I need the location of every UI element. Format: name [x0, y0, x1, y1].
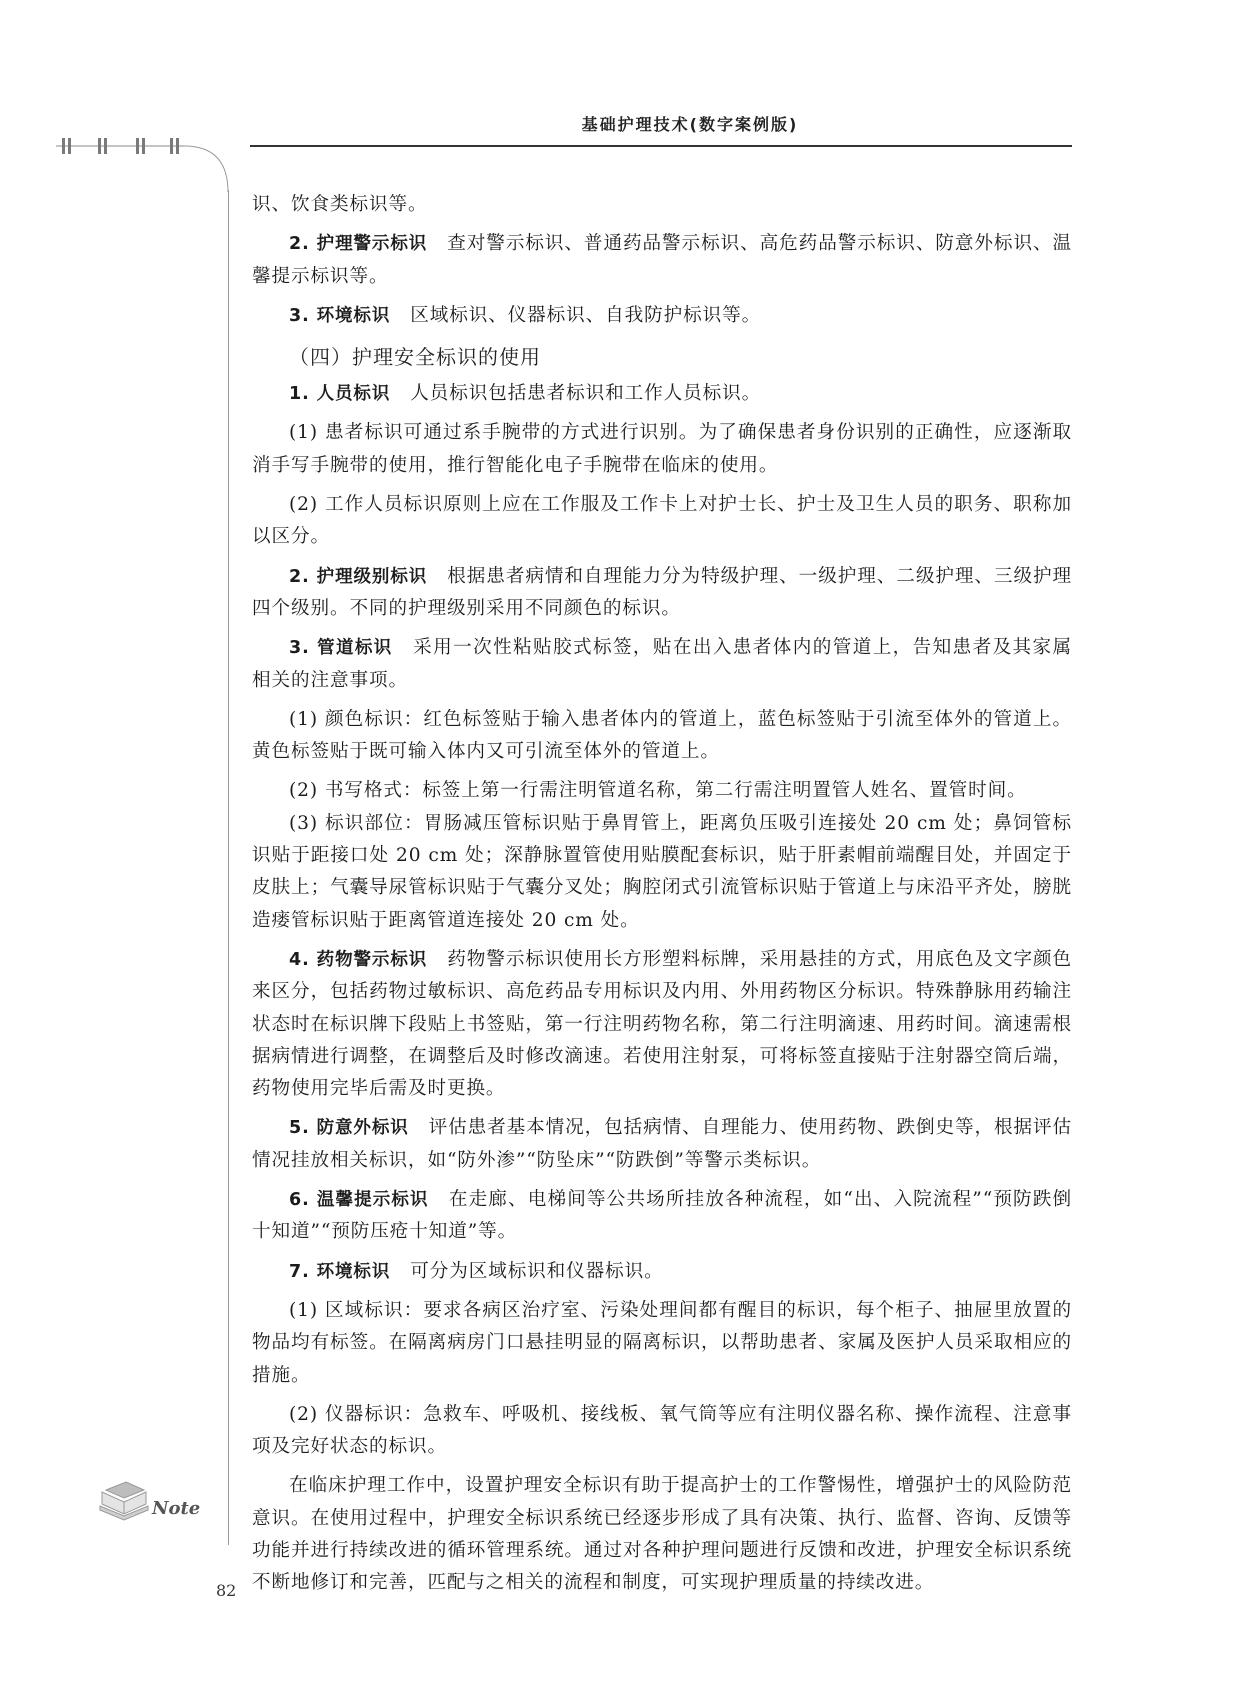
paragraph [252, 228, 1072, 293]
item-label: 5. 防意外标识 [289, 1118, 409, 1139]
item-label: 3. 管道标识 [289, 638, 393, 659]
item-label: 1. 人员标识 [289, 384, 391, 405]
paragraph [252, 300, 1072, 332]
paragraph [252, 808, 1072, 937]
paragraph-text: (1) 患者标识可通过系手腕带的方式进行识别。为了确保患者身份识别的正确性，应逐渐取消手写手腕带的使用，推行智能化电子手腕带在临床的使用。 [252, 422, 1072, 476]
paragraph [252, 632, 1072, 697]
paragraph-text: 人员标识包括患者标识和工作人员标识。 [410, 383, 762, 405]
paragraph [252, 1256, 1072, 1288]
paragraph [252, 1112, 1072, 1177]
paragraph [252, 775, 1072, 807]
section-heading: （四）护理安全标识的使用 [289, 345, 541, 370]
item-label: 4. 药物警示标识 [289, 949, 428, 970]
paragraph [252, 944, 1072, 1105]
item-label: 3. 环境标识 [289, 305, 391, 326]
paragraph-text: (2) 工作人员标识原则上应在工作服及工作卡上对护士长、护士及卫生人员的职务、职称加以区分。 [252, 494, 1072, 548]
note-label: Note [152, 1498, 201, 1519]
paragraph-text: 区域标识、仪器标识、自我防护标识等。 [410, 304, 762, 326]
paragraph [252, 489, 1072, 554]
paragraph-text: (1) 区域标识：要求各病区治疗室、污染处理间都有醒目的标识，每个柜子、抽屉里放置的物品均有标签。在隔离病房门口悬挂明显的隔离标识，以帮助患者、家属及医护人员采取相应的措施。 [252, 1299, 1072, 1386]
item-label: 6. 温馨提示标识 [289, 1190, 429, 1211]
paragraph [252, 1399, 1072, 1464]
paragraph [252, 417, 1072, 482]
paragraph-text: 药物警示标识使用长方形塑料标牌，采用悬挂的方式，用底色及文字颜色来区分，包括药物过敏标识、高危药品专用标识及内用、外用药物区分标识。特殊静脉用药输注状态时在标识牌下段贴上书签贴，第一行注明药物名称，第二行注明滴速、用药时间。滴速需根据病情进行调整，在调整后及时修改滴速。若使用注射泵，可将标签直接贴于注射器空筒后端，药物使用完毕后需及时更换。 [252, 948, 1072, 1100]
margin-ornament-icon [56, 136, 236, 196]
paragraph [252, 1184, 1072, 1249]
paragraph-text: (2) 仪器标识：急救车、呼吸机、接线板、氧气筒等应有注明仪器名称、操作流程、注意事项及完好状态的标识。 [252, 1403, 1072, 1458]
paragraph-text: 可分为区域标识和仪器标识。 [410, 1260, 664, 1282]
paragraph [252, 378, 1072, 410]
paragraph-text: 评估患者基本情况，包括病情、自理能力、使用药物、跌倒史等，根据评估情况挂放相关标识，如“防外渗”“防坠床”“防跌倒”等警示类标识。 [252, 1117, 1073, 1171]
paragraph-text: 查对警示标识、普通药品警示标识、高危药品警示标识、防意外标识、温馨提示标识等。 [252, 233, 1072, 287]
paragraph-text: (2) 书写格式：标签上第一行需注明管道名称，第二行需注明置管人姓名、置管时间。 [289, 780, 1027, 802]
paragraph-text: 识、饮食类标识等。 [252, 194, 428, 215]
paragraph [252, 1295, 1072, 1392]
book-icon [96, 1480, 152, 1524]
paragraph-text: 在走廊、电梯间等公共场所挂放各种流程，如“出、入院流程”“预防跌倒十知道”“预防压疮十知道”等。 [252, 1189, 1072, 1243]
paragraph [252, 1470, 1072, 1599]
paragraph-text: 在临床护理工作中，设置护理安全标识有助于提高护士的工作警惕性，增强护士的风险防范意识。在使用过程中，护理安全标识系统已经逐步形成了具有决策、执行、监督、咨询、反馈等功能并进行持续改进的循环管理系统。通过对各种护理问题进行反馈和改进，护理安全标识系统不断地修订和完善，匹配与之相关的流程和制度，可实现护理质量的持续改进。 [252, 1475, 1072, 1594]
running-header-title: 基础护理技术(数字案例版) [581, 115, 799, 134]
item-label: 2. 护理级别标识 [289, 566, 428, 587]
paragraph [252, 704, 1072, 769]
paragraph [252, 561, 1072, 626]
paragraph-text: 采用一次性粘贴胶式标签，贴在出入患者体内的管道上，告知患者及其家属相关的注意事项。 [252, 637, 1073, 691]
item-label: 7. 环境标识 [289, 1261, 391, 1282]
paragraph-text: (3) 标识部位：胃肠减压管标识贴于鼻胃管上，距离负压吸引连接处 20 cm 处；鼻饲管标识贴于距接口处 20 cm 处；深静脉置管使用贴膜配套标识，贴于肝素帽前端醒目处，并固定于皮肤上；气囊导尿管标识贴于气囊分叉处；胸腔闭式引流管标识贴于管道上与床沿平齐处，膀胱造瘘管标识贴于距离管道连接处 20 cm 处。 [252, 812, 1072, 931]
margin-rule [228, 190, 229, 1545]
paragraph-text: 根据患者病情和自理能力分为特级护理、一级护理、二级护理、三级护理四个级别。不同的护理级别采用不同颜色的标识。 [252, 565, 1072, 619]
paragraph [252, 189, 1072, 221]
body-text [252, 189, 1072, 1600]
item-label: 2. 护理警示标识 [289, 234, 428, 255]
paragraph-text: (1) 颜色标识：红色标签贴于输入患者体内的管道上，蓝色标签贴于引流至体外的管道上。黄色标签贴于既可输入体内又可引流至体外的管道上。 [252, 708, 1072, 763]
header-rule [250, 145, 1072, 147]
page-number: 82 [216, 1581, 237, 1600]
